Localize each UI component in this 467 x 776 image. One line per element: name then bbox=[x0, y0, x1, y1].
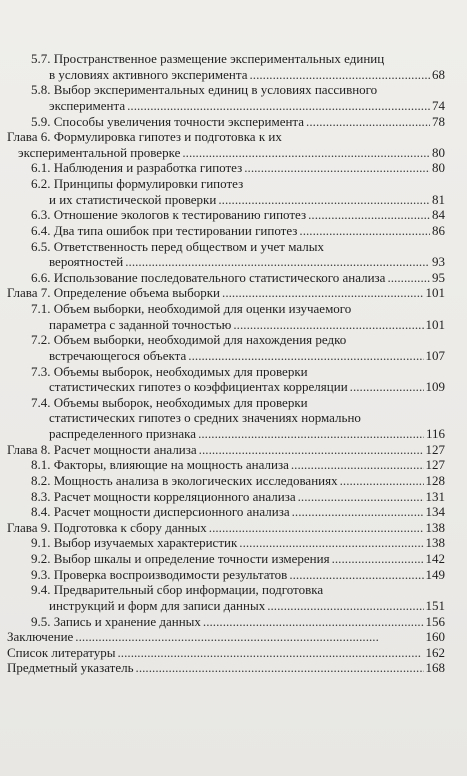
toc-entry-title: инструкций и форм для записи данных bbox=[49, 597, 266, 613]
toc-entry-title: 6.5. Ответственность перед обществом и учет малых bbox=[31, 238, 324, 254]
toc-entry-title: Глава 6. Формулировка гипотез и подготовка к их bbox=[7, 129, 282, 145]
toc-line bbox=[7, 442, 445, 458]
toc-line bbox=[7, 410, 445, 426]
dot-leader bbox=[233, 317, 423, 333]
toc-entry-title: 7.1. Объем выборки, необходимой для оценки изучаемого bbox=[31, 301, 352, 316]
toc-entry-title: 9.2. Выбор шкалы и определение точности измерения bbox=[31, 551, 330, 566]
toc-section-entry bbox=[7, 239, 445, 270]
toc-page-number: 168 bbox=[425, 660, 445, 676]
toc-section-entry bbox=[7, 51, 445, 82]
toc-section-entry bbox=[7, 82, 445, 113]
toc-entry-title: 5.7. Пространственное размещение экспериментальных единиц bbox=[31, 51, 385, 66]
dot-leader bbox=[198, 426, 424, 442]
toc-section-entry bbox=[7, 473, 445, 489]
toc-entry-title: Список литературы bbox=[7, 644, 116, 660]
toc-line bbox=[7, 98, 445, 114]
toc-section-entry bbox=[7, 114, 445, 130]
toc-entry-title: 5.8. Выбор экспериментальных единиц в условиях пассивного bbox=[31, 82, 378, 98]
toc-entry-title: 7.4. Объемы выборок, необходимых для проверки bbox=[31, 394, 308, 410]
toc-entry-title: 6.2. Принципы формулировки гипотез bbox=[31, 176, 244, 191]
toc-line bbox=[7, 285, 445, 301]
dot-leader bbox=[136, 660, 424, 676]
toc-line bbox=[7, 176, 445, 192]
toc-line bbox=[7, 145, 445, 161]
dot-leader bbox=[340, 473, 424, 489]
dot-leader bbox=[244, 160, 430, 176]
toc-line bbox=[7, 504, 445, 520]
toc-entry-title: 6.6. Использование последовательного статистического анализа bbox=[31, 269, 386, 285]
toc-line bbox=[7, 582, 445, 598]
toc-page-number: 131 bbox=[425, 488, 445, 504]
dot-leader bbox=[239, 535, 423, 551]
dot-leader bbox=[350, 379, 424, 395]
toc-line bbox=[7, 395, 445, 411]
toc-entry-title: распределенного признака bbox=[49, 426, 197, 441]
toc-entry-title: 9.4. Предварительный сбор информации, подготовка bbox=[31, 582, 324, 598]
toc-section-entry bbox=[7, 270, 445, 286]
toc-page-number: 81 bbox=[432, 191, 445, 207]
dot-leader bbox=[332, 551, 424, 567]
toc-line bbox=[7, 489, 445, 505]
toc-line bbox=[7, 67, 445, 83]
toc-line bbox=[7, 301, 445, 317]
toc-page-number: 78 bbox=[432, 113, 445, 129]
toc-section-entry bbox=[7, 489, 445, 505]
toc-page-number: 109 bbox=[425, 379, 445, 395]
toc-entry-title: и их статистической проверки bbox=[49, 191, 217, 207]
toc-page-number: 74 bbox=[432, 97, 445, 113]
toc-line bbox=[7, 645, 445, 661]
toc-page-number: 142 bbox=[425, 551, 445, 566]
toc-chapter-entry bbox=[7, 520, 445, 536]
toc-section-entry bbox=[7, 551, 445, 567]
toc-line bbox=[7, 114, 445, 130]
toc-line bbox=[7, 364, 445, 380]
toc-entry-title: экспериментальной проверке bbox=[18, 144, 181, 160]
dot-leader bbox=[306, 114, 430, 130]
dot-leader bbox=[199, 442, 424, 458]
toc-entry-title: Предметный указатель bbox=[7, 660, 134, 676]
toc-line bbox=[7, 535, 445, 551]
toc-section-entry bbox=[7, 535, 445, 551]
toc-section-entry bbox=[7, 301, 445, 332]
toc-entry-title: 7.2. Объем выборки, необходимой для нахождения редко bbox=[31, 332, 347, 348]
toc-page-number: 134 bbox=[425, 504, 445, 520]
toc-entry-title: Глава 7. Определение объема выборки bbox=[7, 285, 221, 301]
toc-entry-title: 6.3. Отношение экологов к тестированию гипотез bbox=[31, 207, 307, 223]
toc-page-number: 116 bbox=[425, 426, 445, 441]
dot-leader bbox=[299, 223, 430, 239]
dot-leader bbox=[387, 270, 430, 286]
toc-entry-title: Заключение bbox=[7, 629, 74, 645]
toc-page-number: 138 bbox=[425, 535, 445, 551]
toc-entry-title: 8.3. Расчет мощности корреляционного анализа bbox=[31, 488, 296, 504]
toc-line bbox=[7, 270, 445, 286]
toc-chapter-entry bbox=[7, 442, 445, 458]
toc-entry-title: 9.1. Выбор изучаемых характеристик bbox=[31, 535, 238, 551]
toc-line bbox=[7, 317, 445, 333]
toc-entry-title: Глава 9. Подготовка к сбору данных bbox=[7, 519, 207, 535]
toc-section-entry bbox=[7, 395, 445, 442]
toc-page-number: 93 bbox=[432, 254, 445, 270]
dot-leader bbox=[125, 254, 430, 270]
toc-section-entry bbox=[7, 160, 445, 176]
toc-page-number: 107 bbox=[425, 347, 445, 363]
toc-page-number: 101 bbox=[425, 285, 445, 301]
toc-line bbox=[7, 614, 445, 630]
toc-section-entry bbox=[7, 332, 445, 363]
toc-line bbox=[7, 160, 445, 176]
toc-entry-title: 8.1. Факторы, влияющие на мощность анализа bbox=[31, 457, 289, 473]
toc-chapter-entry bbox=[7, 285, 445, 301]
toc-section-entry bbox=[7, 567, 445, 583]
toc-line bbox=[7, 629, 445, 645]
toc-entry-title: параметра с заданной точностью bbox=[49, 316, 232, 332]
toc-entry-title: 5.9. Способы увеличения точности эксперимента bbox=[31, 113, 305, 129]
toc-line bbox=[7, 551, 445, 567]
toc-line bbox=[7, 567, 445, 583]
toc-entry-title: статистических гипотез о средних значениях нормально bbox=[49, 410, 361, 426]
dot-leader bbox=[291, 457, 424, 473]
dot-leader bbox=[249, 67, 430, 83]
toc-page-number: 138 bbox=[425, 519, 445, 535]
toc-chapter-entry bbox=[7, 645, 445, 661]
toc-entry-title: 6.1. Наблюдения и разработка гипотез bbox=[31, 160, 243, 176]
toc-page-number: 162 bbox=[425, 644, 445, 660]
dot-leader bbox=[292, 504, 424, 520]
toc-page-number: 80 bbox=[432, 144, 445, 160]
toc-section-entry bbox=[7, 614, 445, 630]
dot-leader bbox=[118, 645, 424, 661]
toc-line bbox=[7, 207, 445, 223]
toc-entry-title: вероятностей bbox=[49, 254, 124, 270]
toc-entry-title: эксперимента bbox=[49, 97, 126, 113]
toc-section-entry bbox=[7, 457, 445, 473]
toc-page-number: 68 bbox=[432, 66, 445, 82]
dot-leader bbox=[209, 520, 424, 536]
toc-line bbox=[7, 379, 445, 395]
toc-section-entry bbox=[7, 504, 445, 520]
toc-entry-title: 6.4. Два типа ошибок при тестировании гипотез bbox=[31, 222, 298, 238]
toc-line bbox=[7, 223, 445, 239]
dot-leader bbox=[75, 629, 423, 645]
toc-line bbox=[7, 129, 445, 145]
toc-entry-title: 9.3. Проверка воспроизводимости результатов bbox=[31, 566, 288, 582]
toc-entry-title: встречающегося объекта bbox=[49, 347, 187, 363]
dot-leader bbox=[298, 489, 424, 505]
toc-line bbox=[7, 239, 445, 255]
toc-entry-title: 8.4. Расчет мощности дисперсионного анализа bbox=[31, 504, 290, 520]
toc-line bbox=[7, 82, 445, 98]
toc-entry-title: статистических гипотез о коэффициентах корреляции bbox=[49, 379, 348, 395]
toc-section-entry bbox=[7, 364, 445, 395]
dot-leader bbox=[267, 598, 423, 614]
toc-section-entry bbox=[7, 207, 445, 223]
toc-entry-title: 7.3. Объемы выборок, необходимых для проверки bbox=[31, 363, 308, 379]
toc-page-number: 127 bbox=[425, 457, 445, 473]
dot-leader bbox=[218, 192, 430, 208]
dot-leader bbox=[203, 614, 424, 630]
table-of-contents bbox=[7, 51, 445, 676]
toc-page-number: 80 bbox=[432, 160, 445, 176]
toc-section-entry bbox=[7, 582, 445, 613]
toc-page-number: 156 bbox=[425, 613, 445, 629]
toc-line bbox=[7, 51, 445, 67]
dot-leader bbox=[289, 567, 423, 583]
toc-line bbox=[7, 457, 445, 473]
toc-page-number: 160 bbox=[425, 629, 445, 645]
dot-leader bbox=[308, 207, 430, 223]
toc-entry-title: 9.5. Запись и хранение данных bbox=[31, 613, 201, 629]
toc-line bbox=[7, 254, 445, 270]
toc-line bbox=[7, 660, 445, 676]
toc-line bbox=[7, 598, 445, 614]
dot-leader bbox=[127, 98, 430, 114]
toc-line bbox=[7, 520, 445, 536]
toc-page-number: 84 bbox=[432, 207, 445, 223]
dot-leader bbox=[222, 285, 423, 301]
toc-line bbox=[7, 332, 445, 348]
toc-section-entry bbox=[7, 176, 445, 207]
dot-leader bbox=[182, 145, 430, 161]
toc-entry-title: 8.2. Мощность анализа в экологических исследованиях bbox=[31, 472, 338, 488]
toc-line bbox=[7, 473, 445, 489]
toc-page-number: 127 bbox=[425, 441, 445, 457]
dot-leader bbox=[188, 348, 423, 364]
toc-chapter-entry bbox=[7, 629, 445, 645]
toc-line bbox=[7, 426, 445, 442]
toc-entry-title: Глава 8. Расчет мощности анализа bbox=[7, 441, 197, 457]
toc-page-number: 128 bbox=[425, 472, 445, 488]
toc-page-number: 149 bbox=[425, 566, 445, 582]
toc-chapter-entry bbox=[7, 660, 445, 676]
toc-line bbox=[7, 192, 445, 208]
toc-page-number: 151 bbox=[425, 597, 445, 613]
toc-entry-title: в условиях активного эксперимента bbox=[49, 66, 248, 82]
toc-page-number: 86 bbox=[432, 222, 445, 238]
toc-chapter-entry bbox=[7, 129, 445, 160]
toc-section-entry bbox=[7, 223, 445, 239]
toc-page-number: 95 bbox=[432, 269, 445, 285]
toc-page-number: 101 bbox=[425, 316, 445, 332]
toc-line bbox=[7, 348, 445, 364]
